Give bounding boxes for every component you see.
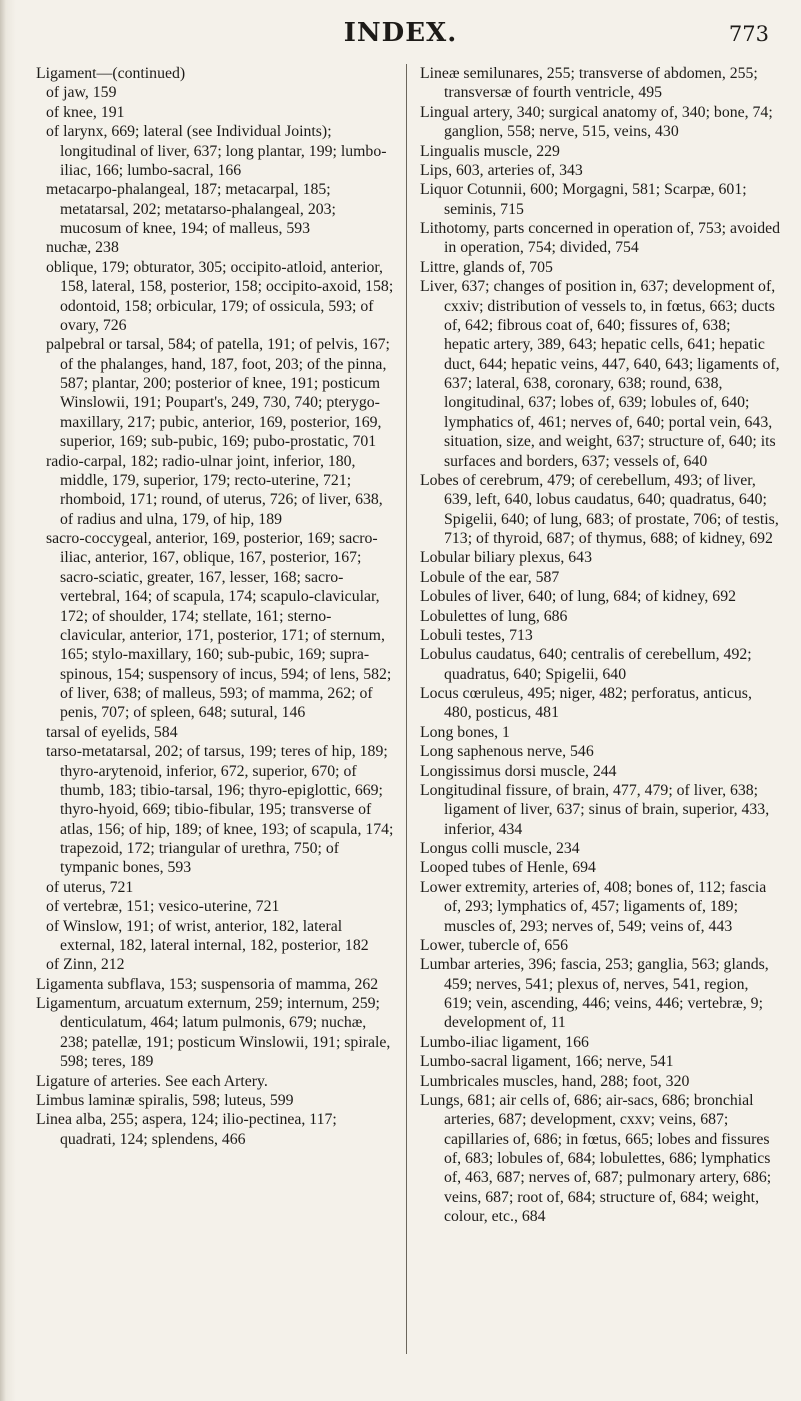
index-entry: Littre, glands of, 705 [420, 258, 553, 276]
index-entry: Ligamentum, arcuatum externum, 259; internum, 259; denticulatum, 464; latum pulmonis, 679; nuchæ, 238; patellæ, 191; posticum Winslowii, 191; spirale, 598; teres, 189 [36, 995, 391, 1071]
index-entry: Lumbricales muscles, hand, 288; foot, 320 [420, 1072, 690, 1090]
index-subentry: of Winslow, 191; of wrist, anterior, 182, lateral external, 182, lateral internal, 182, posterior, 182 [46, 917, 369, 954]
index-entry: Lumbo-sacral ligament, 166; nerve, 541 [420, 1053, 674, 1071]
index-entry: Longitudinal fissure, of brain, 477, 479; of liver, 638; ligament of liver, 637; sinus of brain, superior, 433, inferior, 434 [420, 781, 770, 838]
index-subentry: radio-carpal, 182; radio-ulnar joint, inferior, 180, middle, 179, superior, 179; recto-uterine, 721; rhomboid, 171; round, of uterus, 726; of liver, 638, of radius and ulna, 179, of hip, 189 [46, 452, 383, 528]
index-entry: Lobules of liver, 640; of lung, 684; of kidney, 692 [420, 588, 736, 606]
column-divider [406, 64, 407, 1354]
index-subentry: tarsal of eyelids, 584 [46, 723, 178, 741]
index-subentry: sacro-coccygeal, anterior, 169, posterior, 169; sacro-iliac, anterior, 167, oblique, 167, posterior, 167; sacro-sciatic, greater, 167, lesser, 168; sacro-vertebral, 164; of scapula, 174; scapulo-clavicular, 172; of shoulder, 174; stellate, 161; sterno-clavicular, anterior, 171, posterior, 171; of sternum, 165; stylo-maxillary, 160; sub-pubic, 169; supra-spinous, 154; suspensory of incus, 594; of lens, 582; of liver, 638; of malleus, 593; of mamma, 262; of penis, 707; of spleen, 648; sutural, 146 [46, 530, 392, 722]
index-entry: Longissimus dorsi muscle, 244 [420, 762, 617, 780]
index-entry: Lumbar arteries, 396; fascia, 253; ganglia, 563; glands, 459; nerves, 541; plexus of, nerves, 541, region, 619; vein, ascending, 446; veins, 446; vertebræ, 9; development of, 11 [420, 956, 769, 1032]
index-entry: Long bones, 1 [420, 723, 510, 741]
index-entry: Lithotomy, parts concerned in operation of, 753; avoided in operation, 754; divided, 754 [420, 220, 781, 257]
page-number: 773 [728, 22, 769, 46]
index-subentry: of jaw, 159 [46, 84, 117, 102]
index-entry: Lobule of the ear, 587 [420, 568, 560, 586]
index-entry: Lobular biliary plexus, 643 [420, 549, 592, 567]
index-entry: Liquor Cotunnii, 600; Morgagni, 581; Scarpæ, 601; seminis, 715 [420, 181, 747, 218]
index-entry: Ligature of arteries. See each Artery. [36, 1072, 268, 1090]
index-entry: Ligamenta subflava, 153; suspensoria of mamma, 262 [36, 975, 379, 993]
index-entry: Locus cœruleus, 495; niger, 482; perforatus, anticus, 480, posticus, 481 [420, 685, 752, 722]
index-subentry: nuchæ, 238 [46, 239, 119, 257]
index-entry: Lower extremity, arteries of, 408; bones of, 112; fascia of, 293; lymphatics of, 457; ligaments of, 189; muscles of, 293; nerves of, 549; veins of, 443 [420, 878, 767, 935]
index-subentry: of larynx, 669; lateral (see Individual Joints); longitudinal of liver, 637; long plantar, 199; lumbo-iliac, 166; lumbo-sacral, 166 [46, 123, 387, 179]
index-subentry: oblique, 179; obturator, 305; occipito-atloid, anterior, 158, lateral, 158, posterior, 158; occipito-axoid, 158; odontoid, 158; orbicular, 179; of ossicula, 593; of ovary, 726 [46, 258, 394, 334]
index-subentry: of Zinn, 212 [46, 956, 125, 974]
index-entry: Lower, tubercle of, 656 [420, 936, 569, 954]
page-gutter-shadow [0, 0, 16, 1401]
index-entry: Lungs, 681; air cells of, 686; air-sacs, 686; bronchial arteries, 687; development, cxxv; veins, 687; capillaries of, 686; in fœtus, 665; lobes and fissures of, 683; lobules of, 684; lobulettes, 686; lymphatics of, 463, 687; nerves of, 687; pulmonary artery, 686; veins, 687; root of, 684; structure of, 684; weight, colour, etc., 684 [420, 1091, 772, 1226]
index-entry: Lobulettes of lung, 686 [420, 607, 568, 625]
index-entry: Lobes of cerebrum, 479; of cerebellum, 493; of liver, 639, left, 640, lobus caudatus, 640; quadratus, 640; Spigelii, 640; of lung, 683; of prostate, 706; of testis, 713; of thyroid, 687; of thymus, 688; of kidney, 692 [420, 471, 779, 547]
index-entry: Lingualis muscle, 229 [420, 142, 560, 160]
index-subentry: palpebral or tarsal, 584; of patella, 191; of pelvis, 167; of the phalanges, hand, 187, foot, 203; of the pinna, 587; plantar, 200; posterior of knee, 191; posticum Winslowii, 191; Poupart's, 249, 730, 740; pterygo-maxillary, 217; pubic, anterior, 169, posterior, 169, superior, 169; sub-pubic, 169; pubo-prostatic, 701 [46, 336, 390, 451]
index-entry: Lips, 603, arteries of, 343 [420, 161, 583, 179]
index-entry: Longus colli muscle, 234 [420, 840, 580, 857]
index-subentry: of knee, 191 [46, 103, 125, 121]
index-entry: Lobuli testes, 713 [420, 626, 533, 644]
page-title: INDEX. [343, 18, 458, 48]
index-entry: Lumbo-iliac ligament, 166 [420, 1033, 589, 1051]
index-heading: Ligament—(continued) [36, 65, 186, 82]
index-entry: Linea alba, 255; aspera, 124; ilio-pectinea, 117; quadrati, 124; splendens, 466 [36, 1111, 337, 1148]
index-subentry: of uterus, 721 [46, 878, 134, 896]
index-subentry: metacarpo-phalangeal, 187; metacarpal, 185; metatarsal, 202; metatarso-phalangeal, 203; mucosum of knee, 194; of malleus, 593 [46, 181, 336, 237]
index-entry: Limbus laminæ spiralis, 598; luteus, 599 [36, 1091, 294, 1109]
index-entry: Lingual artery, 340; surgical anatomy of, 340; bone, 74; ganglion, 558; nerve, 515, veins, 430 [420, 103, 773, 141]
index-entry: Liver, 637; changes of position in, 637; development of, cxxiv; distribution of vessels to, in fœtus, 663; ducts of, 642; fibrous coat of, 640; fissures of, 638; hepatic artery, 389, 643; hepatic cells, 641; hepatic duct, 644; hepatic veins, 447, 640, 643; ligaments of, 637; lateral, 638, coronary, 638; round, 638, longitudinal, 637; lobes of, 639; lobules of, 640; lymphatics of, 461; nerves of, 640; portal vein, 643, situation, size, and weight, 637; structure of, 640; its surfaces and borders, 637; vessels of, 640 [420, 278, 780, 470]
index-subentry: of vertebræ, 151; vesico-uterine, 721 [46, 898, 280, 916]
index-entry: Lobulus caudatus, 640; centralis of cerebellum, 492; quadratus, 640; Spigelii, 640 [420, 646, 752, 683]
index-entry: Lineæ semilunares, 255; transverse of abdomen, 255; transversæ of fourth ventricle, 495 [420, 65, 758, 102]
index-column-left [36, 64, 396, 1149]
index-column-right [420, 64, 780, 1227]
index-entry: Long saphenous nerve, 546 [420, 743, 594, 761]
index-subentry: tarso-metatarsal, 202; of tarsus, 199; teres of hip, 189; thyro-arytenoid, inferior, 672, superior, 670; of thumb, 183; tibio-tarsal, 196; thyro-epiglottic, 669; thyro-hyoid, 669; tibio-fibular, 195; transverse of atlas, 156; of hip, 189; of knee, 193; of scapula, 174; trapezoid, 172; triangular of urethra, 750; of tympanic bones, 593 [46, 743, 394, 877]
index-entry: Looped tubes of Henle, 694 [420, 859, 596, 877]
